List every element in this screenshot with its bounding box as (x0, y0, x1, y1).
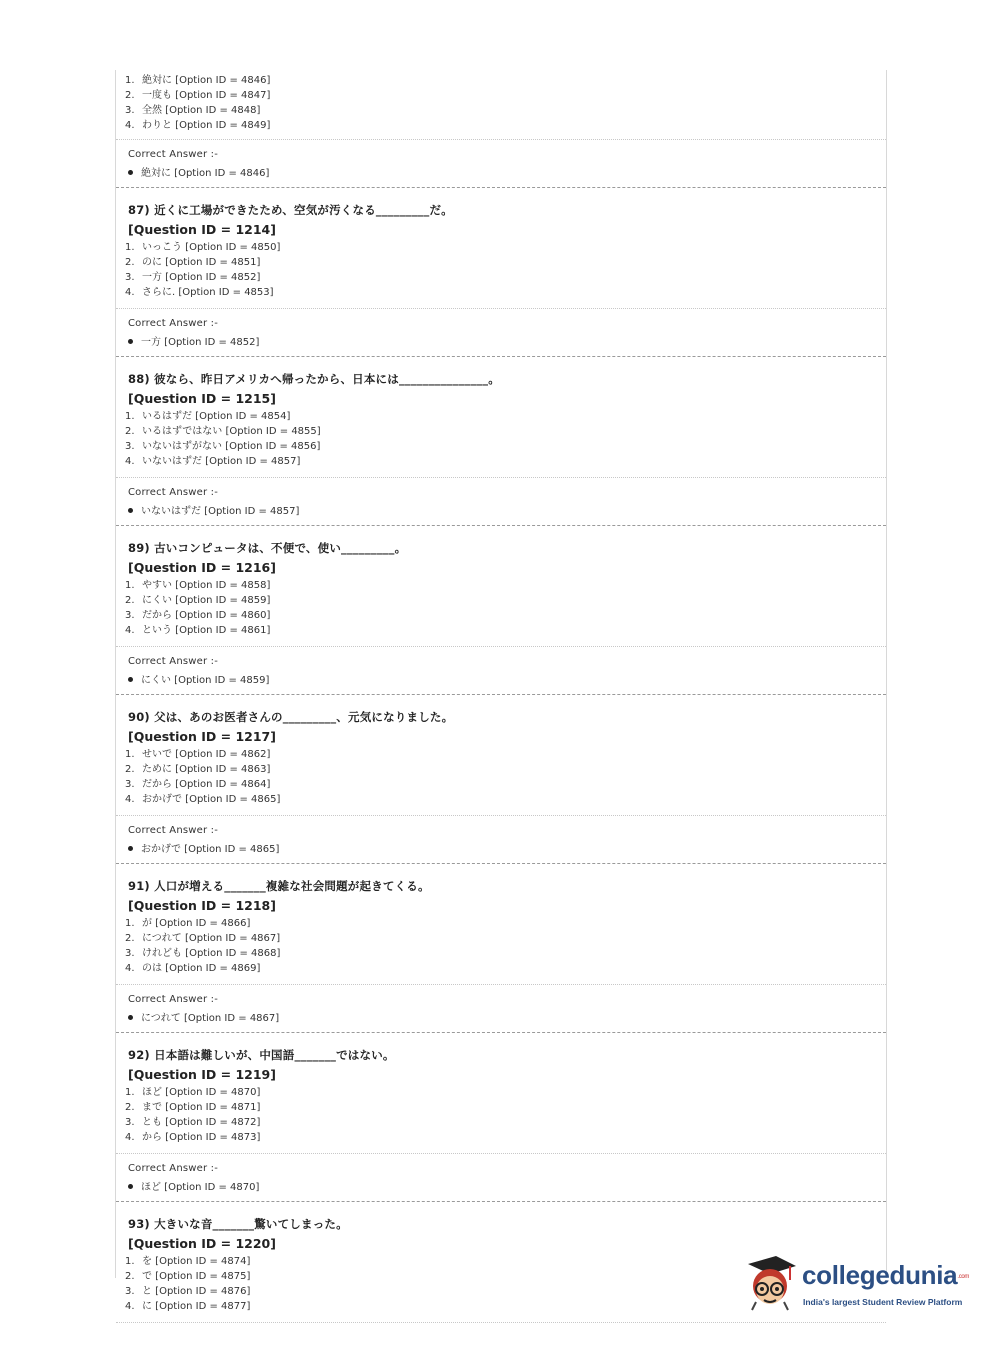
bullet-icon (128, 339, 133, 344)
logo-tagline: India's largest Student Review Platform (803, 1297, 963, 1307)
option: 3. けれども [Option ID = 4868] (125, 948, 281, 959)
option: 4. わりと [Option ID = 4849] (125, 120, 271, 131)
correct-answer: につれて [Option ID = 4867] (128, 1009, 886, 1024)
option: 4. のは [Option ID = 4869] (125, 963, 261, 974)
option: 1. ほど [Option ID = 4870] (125, 1087, 261, 1098)
bullet-icon (128, 846, 133, 851)
option: 2. 一度も [Option ID = 4847] (125, 90, 271, 101)
option: 4. いないはずだ [Option ID = 4857] (125, 456, 301, 467)
question-id: [Question ID = 1220] (128, 1236, 276, 1251)
question-id: [Question ID = 1216] (128, 560, 276, 575)
option: 3. だから [Option ID = 4864] (125, 779, 271, 790)
option: 4. おかげで [Option ID = 4865] (125, 794, 281, 805)
options-list (116, 578, 886, 638)
correct-answer-label: Correct Answer :- (128, 149, 219, 160)
question-block (116, 526, 886, 695)
option: 2. いるはずではない [Option ID = 4855] (125, 426, 321, 437)
bullet-icon (128, 508, 133, 513)
correct-answer-label: Correct Answer :- (128, 994, 219, 1005)
options-list (116, 916, 886, 976)
question-id: [Question ID = 1217] (128, 729, 276, 744)
correct-answer: 一方 [Option ID = 4852] (128, 333, 886, 348)
mascot-icon (742, 1252, 800, 1312)
question-text: 89) 古いコンピュータは、不便で、使い_________。 (128, 541, 407, 555)
option: 4. に [Option ID = 4877] (125, 1301, 251, 1312)
option: 4. から [Option ID = 4873] (125, 1132, 261, 1143)
question-id: [Question ID = 1218] (128, 898, 276, 913)
option: 1. やすい [Option ID = 4858] (125, 580, 271, 591)
option: 3. と [Option ID = 4876] (125, 1286, 251, 1297)
correct-answer: おかげで [Option ID = 4865] (128, 840, 886, 855)
option: 2. まで [Option ID = 4871] (125, 1102, 261, 1113)
question-text: 90) 父は、あのお医者さんの_________、元気になりました。 (128, 710, 454, 724)
option: 4. という [Option ID = 4861] (125, 625, 271, 636)
question-block (116, 188, 886, 357)
option: 1. せいで [Option ID = 4862] (125, 749, 271, 760)
correct-answer: にくい [Option ID = 4859] (128, 671, 886, 686)
options-list (116, 73, 886, 133)
question-text: 87) 近くに工場ができたため、空気が汚くなる_________だ。 (128, 203, 453, 217)
option: 3. 全然 [Option ID = 4848] (125, 105, 261, 116)
logo-brand: collegedunia$^{.com}$ (802, 1260, 970, 1290)
question-text: 91) 人口が増える_______複雑な社会問題が起きてくる。 (128, 879, 430, 893)
question-text: 92) 日本語は難しいが、中国語_______ではない。 (128, 1048, 395, 1062)
option: 1. が [Option ID = 4866] (125, 918, 251, 929)
question-id: [Question ID = 1219] (128, 1067, 276, 1082)
correct-answer: ほど [Option ID = 4870] (128, 1178, 886, 1193)
bullet-icon (128, 170, 133, 175)
options-list (116, 240, 886, 300)
option: 1. いっこう [Option ID = 4850] (125, 242, 281, 253)
collegedunia-logo (742, 1250, 972, 1320)
question-text: 93) 大きいな音_______驚いてしまった。 (128, 1217, 348, 1231)
question-block (116, 864, 886, 1033)
question-text: 88) 彼なら、昨日アメリカへ帰ったから、日本には_______________。 (128, 372, 500, 386)
bullet-icon (128, 677, 133, 682)
question-id: [Question ID = 1215] (128, 391, 276, 406)
correct-answer-label: Correct Answer :- (128, 1163, 219, 1174)
correct-answer-label: Correct Answer :- (128, 318, 219, 329)
option: 1. を [Option ID = 4874] (125, 1256, 251, 1267)
options-list (116, 409, 886, 469)
option: 2. につれて [Option ID = 4867] (125, 933, 281, 944)
question-block (116, 357, 886, 526)
correct-answer-label: Correct Answer :- (128, 487, 219, 498)
correct-answer: いないはずだ [Option ID = 4857] (128, 502, 886, 517)
question-86-tail (116, 70, 886, 188)
option: 3. とも [Option ID = 4872] (125, 1117, 261, 1128)
correct-answer-label: Correct Answer :- (128, 656, 219, 667)
bullet-icon (128, 1184, 133, 1189)
option: 3. いないはずがない [Option ID = 4856] (125, 441, 321, 452)
option: 3. だから [Option ID = 4860] (125, 610, 271, 621)
option: 2. のに [Option ID = 4851] (125, 257, 261, 268)
option: 2. ために [Option ID = 4863] (125, 764, 271, 775)
correct-answer: 絶対に [Option ID = 4846] (128, 164, 886, 179)
bullet-icon (128, 1015, 133, 1020)
option: 2. で [Option ID = 4875] (125, 1271, 251, 1282)
divider (116, 1322, 886, 1323)
option: 3. 一方 [Option ID = 4852] (125, 272, 261, 283)
question-id: [Question ID = 1214] (128, 222, 276, 237)
correct-answer-label: Correct Answer :- (128, 825, 219, 836)
option: 2. にくい [Option ID = 4859] (125, 595, 271, 606)
question-block (116, 1033, 886, 1202)
option: 4. さらに. [Option ID = 4853] (125, 287, 274, 298)
options-list (116, 1085, 886, 1145)
question-block (116, 695, 886, 864)
options-list (116, 747, 886, 807)
option: 1. 絶対に [Option ID = 4846] (125, 75, 271, 86)
option: 1. いるはずだ [Option ID = 4854] (125, 411, 291, 422)
